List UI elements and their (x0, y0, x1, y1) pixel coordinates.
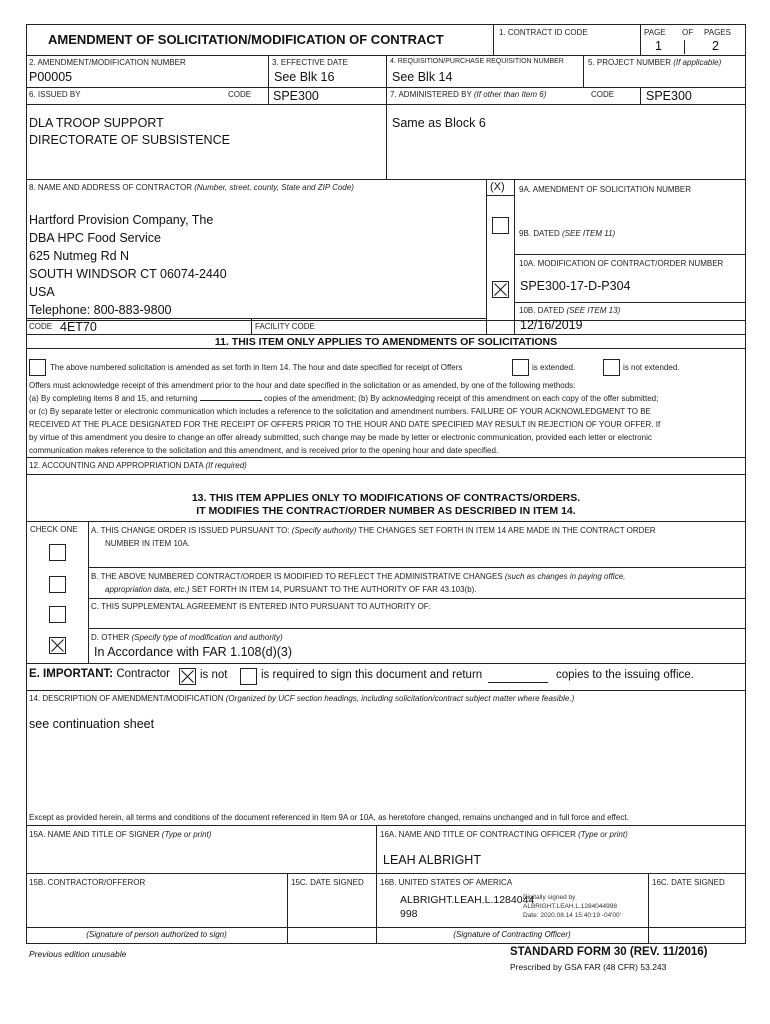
facility-code-label: FACILITY CODE (255, 322, 315, 331)
contractor-line: 625 Nutmeg Rd N (29, 249, 130, 263)
contractor-label-suffix: (Number, street, county, State and ZIP Code) (194, 183, 354, 192)
dated-10b-value: 12/16/2019 (520, 318, 583, 332)
important-row (29, 668, 170, 680)
item11-p2a: (a) By completing items 8 and 15, and returning (29, 394, 198, 403)
issued-by-label: 6. ISSUED BY (29, 90, 81, 99)
modification-checkbox[interactable] (492, 281, 509, 298)
digital-signed-by: Digitally signed by (523, 894, 576, 901)
digital-date: Date: 2020.08.14 15:40:19 -04'00' (523, 912, 621, 919)
amendment-number: P00005 (29, 70, 73, 84)
item13a-italic: (Specify authority) (291, 526, 357, 535)
contractor-code: 4ET70 (60, 320, 97, 334)
contractor-line: Hartford Provision Company, The (29, 213, 214, 227)
except-clause: Except as provided herein, all terms and conditions of the document referenced in Item 9A or 10A, as heretofore changed, remains unchanged and in full force and effect. (29, 813, 629, 822)
dated-9b-label-text: 9B. DATED (519, 229, 560, 238)
signer-name-suffix: (Type or print) (161, 830, 212, 839)
description-suffix: (Organized by UCF section headings, including solicitation/contract subject matter where feasible.) (225, 694, 575, 703)
contractor-address (29, 211, 227, 319)
digital-signer-id: ALBRIGHT.LEAH.L.1284044998 (523, 903, 617, 910)
item11-paragraph (29, 379, 660, 457)
issued-by-code: SPE300 (273, 89, 319, 103)
of-label: OF (682, 28, 694, 37)
x-column-label: (X) (490, 181, 505, 193)
signature-officer-caption (376, 930, 648, 939)
amendment-checkbox[interactable] (492, 217, 509, 234)
item13a (91, 524, 656, 550)
prescribed-by: Prescribed by GSA FAR (48 CFR) 53.243 (510, 962, 667, 972)
admin-changes-checkbox[interactable] (49, 576, 66, 593)
officer-name-label (380, 830, 628, 839)
signature-person-caption (26, 930, 287, 939)
contractor-line: USA (29, 285, 55, 299)
contractor-label-text: 8. NAME AND ADDRESS OF CONTRACTOR (29, 183, 192, 192)
effective-date-label: 3. EFFECTIVE DATE (272, 58, 348, 67)
item13a-text: A. THIS CHANGE ORDER IS ISSUED PURSUANT TO: (91, 526, 290, 535)
description-label (29, 694, 574, 703)
accounting-label (29, 461, 247, 470)
description-value: see continuation sheet (29, 717, 155, 731)
contractor-line: DBA HPC Food Service (29, 231, 161, 245)
item13b-italic2: appropriation data, etc.) (105, 585, 190, 594)
project-number-suffix: (If applicable) (673, 58, 722, 67)
item11-p1: Offers must acknowledge receipt of this amendment prior to the hour and date specified in the solicitation or as amended, by one of the following methods: (29, 381, 576, 390)
page-label: PAGE (644, 28, 666, 37)
change-order-checkbox[interactable] (49, 544, 66, 561)
item11-p5: by virtue of this amendment you desire to change an offer already submitted, such change may be made by letter or electronic communication, provided each letter or electronic (29, 433, 652, 442)
usa-label: 16B. UNITED STATES OF AMERICA (380, 878, 513, 887)
item11-p6: communication makes reference to the solicitation and this amendment, and is received prior to the opening hour and date specified. (29, 446, 499, 455)
item13b-line2 (91, 583, 625, 596)
item13-title2: IT MODIFIES THE CONTRACT/ORDER NUMBER AS DESCRIBED IN ITEM 14. (196, 505, 576, 517)
contractor-label (29, 183, 354, 192)
form-number: STANDARD FORM 30 (REV. 11/2016) (510, 946, 708, 958)
previous-edition-text: Previous edition unusable (29, 949, 127, 959)
description-label-text: 14. DESCRIPTION OF AMENDMENT/MODIFICATION (29, 694, 224, 703)
officer-date-signed-label: 16C. DATE SIGNED (652, 878, 725, 887)
signature-officer-caption-text: (Signature of Contracting Officer) (453, 930, 571, 939)
item11-line1: The above numbered solicitation is amended as set forth in Item 14. The hour and date specified for receipt of Offers (50, 363, 463, 372)
contractor-date-signed-label: 15C. DATE SIGNED (291, 878, 364, 887)
solicitation-amended-checkbox[interactable] (29, 359, 46, 376)
project-number-label (588, 58, 721, 67)
supplemental-agreement-checkbox[interactable] (49, 606, 66, 623)
item13b (91, 570, 625, 596)
item11-p2 (29, 392, 660, 405)
copies-blank[interactable] (200, 400, 262, 401)
item13d (91, 631, 283, 644)
administered-by-value: Same as Block 6 (392, 116, 486, 130)
item13b-text2: SET FORTH IN ITEM 14, PURSUANT TO THE AUTHORITY OF FAR 43.103(b). (191, 585, 477, 594)
dated-9b-suffix: (SEE ITEM 11) (561, 229, 616, 238)
item13a-line1 (91, 524, 656, 537)
copies-label: copies to the issuing office. (556, 669, 694, 681)
dated-10b-label (519, 306, 620, 315)
requisition-number: See Blk 14 (392, 70, 453, 84)
amendment-number-label: 2. AMENDMENT/MODIFICATION NUMBER (29, 58, 186, 67)
project-number-label-text: 5. PROJECT NUMBER (588, 58, 671, 67)
check-one-label: CHECK ONE (30, 525, 78, 534)
other-authority-value: In Accordance with FAR 1.108(d)(3) (94, 645, 293, 659)
page-number: 1 (655, 39, 662, 53)
signature-person-caption-text: (Signature of person authorized to sign) (86, 930, 227, 939)
previous-edition (29, 949, 126, 959)
item13-title1: 13. THIS ITEM APPLIES ONLY TO MODIFICATIONS OF CONTRACTS/ORDERS. (191, 492, 581, 504)
contract-id-code-label: 1. CONTRACT ID CODE (499, 28, 588, 37)
signer-name-label (29, 830, 211, 839)
total-pages: 2 (712, 39, 719, 53)
contractor-line: Telephone: 800-883-9800 (29, 303, 172, 317)
item13d-text: D. OTHER (91, 633, 130, 642)
is-not-extended-checkbox[interactable] (603, 359, 620, 376)
accounting-suffix: (If required) (205, 461, 247, 470)
modification-number-label: 10A. MODIFICATION OF CONTRACT/ORDER NUMBER (519, 259, 724, 268)
item11-p3: or (c) By separate letter or electronic communication which includes a reference to the solicitation and amendment numbers. FAILURE OF YOUR ACKNOWLEDGMENT TO BE (29, 407, 651, 416)
is-extended-label: is extended. (532, 363, 576, 372)
other-checkbox[interactable] (49, 637, 66, 654)
digital-signature (400, 893, 534, 921)
copies-return-blank[interactable] (488, 682, 548, 683)
administered-by-code: SPE300 (646, 89, 692, 103)
dated-9b-label (519, 229, 615, 238)
digital-signature-details (523, 893, 621, 920)
item11-p4: RECEIVED AT THE PLACE DESIGNATED FOR THE RECEIPT OF OFFERS PRIOR TO THE HOUR AND DATE SPECIFIED MAY RESULT IN REJECTION OF YOUR OFFER. If (29, 420, 661, 429)
is-not-label: is not (200, 669, 228, 681)
item11-title: 11. THIS ITEM ONLY APPLIES TO AMENDMENTS OF SOLICITATIONS (214, 336, 558, 348)
is-extended-checkbox[interactable] (512, 359, 529, 376)
item13b-italic: (such as changes in paying office, (504, 572, 626, 581)
officer-name: LEAH ALBRIGHT (383, 853, 481, 867)
item13c: C. THIS SUPPLEMENTAL AGREEMENT IS ENTERED INTO PURSUANT TO AUTHORITY OF: (91, 602, 431, 611)
signature-name-line2: 998 (400, 908, 418, 920)
administered-by-label (390, 90, 546, 99)
contractor-line: SOUTH WINDSOR CT 06074-2440 (29, 267, 227, 281)
item13a-line2: NUMBER IN ITEM 10A. (105, 539, 190, 548)
officer-name-label-text: 16A. NAME AND TITLE OF CONTRACTING OFFICER (380, 830, 576, 839)
is-not-checkbox[interactable] (179, 668, 196, 685)
administered-by-suffix: (If other than Item 6) (473, 90, 547, 99)
officer-name-suffix: (Type or print) (578, 830, 628, 839)
signature-name-line1: ALBRIGHT.LEAH.L.1284044 (400, 894, 535, 906)
contractor-code-label: CODE (29, 322, 53, 331)
form-title: AMENDMENT OF SOLICITATION/MODIFICATION OF CONTRACT (48, 32, 444, 47)
contractor-offeror-label: 15B. CONTRACTOR/OFFEROR (29, 878, 146, 887)
pages-label: PAGES (704, 28, 731, 37)
is-not-extended-label: is not extended. (623, 363, 680, 372)
solicitation-number-label: 9A. AMENDMENT OF SOLICITATION NUMBER (519, 185, 692, 194)
item11-p2b: copies of the amendment; (b) By acknowledging receipt of this amendment on each copy of the offer submitted; (264, 394, 659, 403)
accounting-label-text: 12. ACCOUNTING AND APPROPRIATION DATA (29, 461, 204, 470)
issued-by-code-label: CODE (228, 90, 252, 99)
issuer-name: DLA TROOP SUPPORT (29, 116, 164, 130)
administered-by-code-label: CODE (591, 90, 615, 99)
item13b-text: B. THE ABOVE NUMBERED CONTRACT/ORDER IS MODIFIED TO REFLECT THE ADMINISTRATIVE CHANGES (91, 572, 503, 581)
effective-date: See Blk 16 (274, 70, 335, 84)
important-contractor: Contractor (116, 668, 171, 680)
signer-name-label-text: 15A. NAME AND TITLE OF SIGNER (29, 830, 160, 839)
item13b-line1 (91, 570, 625, 583)
administered-by-label-text: 7. ADMINISTERED BY (390, 90, 472, 99)
important-label: E. IMPORTANT: (29, 668, 114, 680)
item13d-italic: (Specify type of modification and authority) (131, 633, 283, 642)
item13a-rest: THE CHANGES SET FORTH IN ITEM 14 ARE MADE IN THE CONTRACT ORDER (358, 526, 656, 535)
dated-10b-suffix: (SEE ITEM 13) (566, 306, 621, 315)
modification-number: SPE300-17-D-P304 (520, 279, 631, 293)
issuer-directorate: DIRECTORATE OF SUBSISTENCE (29, 133, 230, 147)
is-required-checkbox[interactable] (240, 668, 257, 685)
requisition-number-label: 4. REQUISITION/PURCHASE REQUISITION NUMBER (390, 58, 564, 65)
is-required-label: is required to sign this document and return (261, 669, 483, 681)
dated-10b-label-text: 10B. DATED (519, 306, 565, 315)
